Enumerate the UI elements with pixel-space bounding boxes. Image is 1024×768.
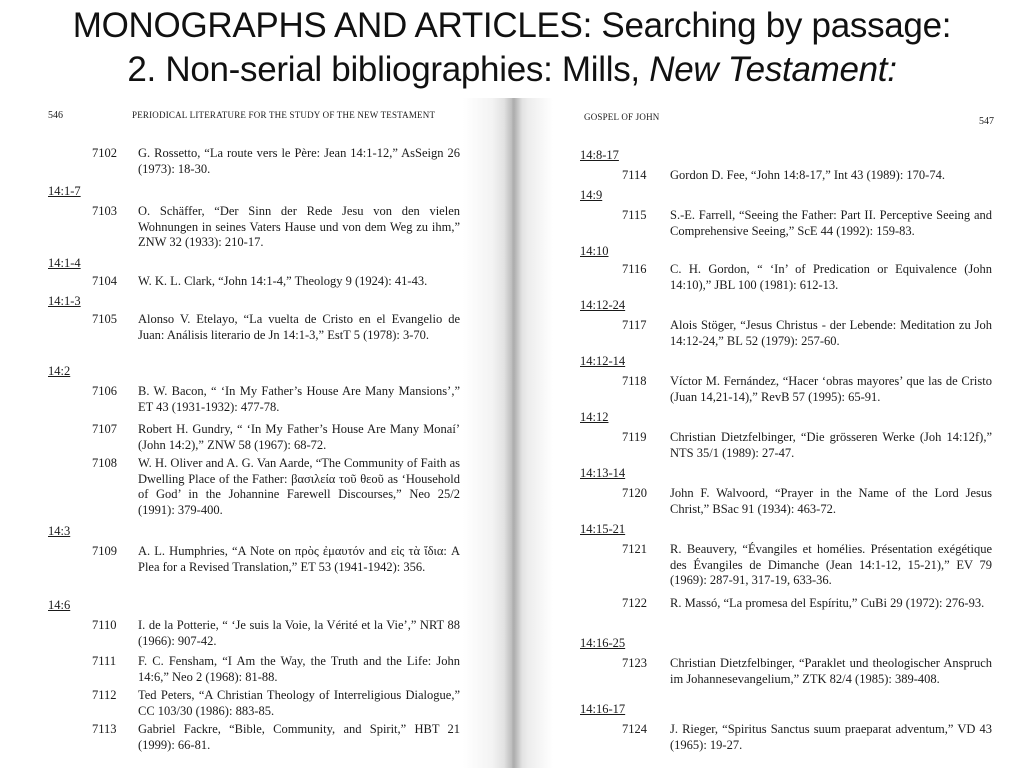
book-gutter-shadow: [504, 98, 522, 768]
slide-title-line-1: MONOGRAPHS AND ARTICLES: Searching by passage:: [72, 6, 952, 45]
right-running-head: GOSPEL OF JOHN: [584, 112, 660, 122]
passage-heading: 14:1-4: [48, 256, 81, 270]
scanned-book-spread: [0, 98, 1024, 768]
passage-heading: 14:13-14: [580, 466, 626, 480]
entry-citation: W. H. Oliver and A. G. Van Aarde, “The Community of Faith as Dwelling Place of the Father: βασιλεία τοῦ θεοῦ as ‘Household of God’ in the Johannine Farewell Discourses,” Neo 25/2 (1991): 379-400.: [138, 456, 460, 517]
passage-heading: 14:12-24: [580, 298, 626, 312]
entry-number: 7106: [92, 384, 117, 398]
passage-heading: 14:9: [580, 188, 603, 202]
entry-citation: I. de la Potterie, “ ‘Je suis la Voie, la Vérité et la Vie’,” NRT 88 (1966): 907-42.: [138, 618, 460, 648]
entry-citation: B. W. Bacon, “ ‘In My Father’s House Are Many Mansions’,” ET 43 (1931-1932): 477-78.: [138, 384, 460, 414]
entry-citation: Robert H. Gundry, “ ‘In My Father’s House Are Many Monaí’ (John 14:2),” ZNW 58 (1967): 68-72.: [138, 422, 460, 452]
entry-number: 7112: [92, 688, 117, 702]
entry-citation: John F. Walvoord, “Prayer in the Name of the Lord Jesus Christ,” BSac 91 (1934): 463-72.: [670, 486, 992, 516]
passage-heading: 14:16-17: [580, 702, 626, 716]
entry-number: 7102: [92, 146, 117, 160]
entry-number: 7116: [622, 262, 647, 276]
entry-number: 7118: [622, 374, 647, 388]
entry-number: 7121: [622, 542, 647, 556]
entry-citation: Víctor M. Fernández, “Hacer ‘obras mayores’ que las de Cristo (Juan 14,21-14),” RevB 57 (1995): 65-91.: [670, 374, 992, 404]
entry-citation: Alonso V. Etelayo, “La vuelta de Cristo en el Evangelio de Juan: Análisis literario de Jn 14:1-3,” EstT 5 (1978): 3-70.: [138, 312, 460, 342]
entry-number: 7105: [92, 312, 117, 326]
entry-number: 7120: [622, 486, 647, 500]
entry-number: 7110: [92, 618, 117, 632]
passage-heading: 14:1-3: [48, 294, 81, 308]
entry-citation: F. C. Fensham, “I Am the Way, the Truth and the Life: John 14:6,” Neo 2 (1968): 81-88.: [138, 654, 460, 684]
entry-citation: Alois Stöger, “Jesus Christus - der Lebende: Meditation zu Joh 14:12-24,” BL 52 (1979): 257-60.: [670, 318, 992, 348]
slide-title-line-2-prefix: 2. Non-serial bibliographies: Mills,: [127, 50, 650, 89]
entry-citation: Christian Dietzfelbinger, “Die grösseren Werke (Joh 14:12f),” NTS 35/1 (1989): 27-47.: [670, 430, 992, 460]
entry-number: 7115: [622, 208, 647, 222]
passage-heading: 14:16-25: [580, 636, 626, 650]
entry-citation: R. Beauvery, “Évangiles et homélies. Présentation exégétique des Évangiles de Dimanche (Jean 14:1-12, 15-21),” EV 79 (1969): 287-91, 317-19, 633-36.: [670, 542, 992, 587]
slide-title-line-2: [0, 48, 1024, 92]
entry-citation: Gabriel Fackre, “Bible, Community, and Spirit,” HBT 21 (1999): 66-81.: [138, 722, 460, 752]
entry-number: 7103: [92, 204, 117, 218]
left-running-head: PERIODICAL LITERATURE FOR THE STUDY OF THE NEW TESTAMENT: [132, 110, 436, 120]
left-page: [20, 98, 512, 768]
passage-heading: 14:6: [48, 598, 71, 612]
entry-citation: W. K. L. Clark, “John 14:1-4,” Theology 9 (1924): 41-43.: [138, 274, 428, 288]
entry-citation: Gordon D. Fee, “John 14:8-17,” Int 43 (1989): 170-74.: [670, 168, 945, 182]
entry-number: 7108: [92, 456, 117, 470]
passage-heading: 14:1-7: [48, 184, 81, 198]
entry-citation: R. Massó, “La promesa del Espíritu,” CuBi 29 (1972): 276-93.: [670, 596, 985, 610]
right-page-number: 547: [979, 116, 994, 127]
entry-citation: C. H. Gordon, “ ‘In’ of Predication or Equivalence (John 14:10),” JBL 100 (1981): 612-13.: [670, 262, 992, 292]
entry-number: 7117: [622, 318, 647, 332]
entry-citation: O. Schäffer, “Der Sinn der Rede Jesu von den vielen Wohnungen in seines Vaters Hause und von dem Weg zu ihm,” ZNW 32 (1933): 210-17.: [138, 204, 460, 249]
passage-heading: 14:12-14: [580, 354, 626, 368]
entry-number: 7111: [92, 654, 117, 668]
entry-number: 7119: [622, 430, 647, 444]
entry-citation: A. L. Humphries, “A Note on πρὸς ἐμαυτόν and εἰς τὰ ἴδια: A Plea for a Revised Translation,” ET 53 (1941-1942): 356.: [138, 544, 460, 574]
entry-number: 7124: [622, 722, 647, 736]
entry-citation: Christian Dietzfelbinger, “Paraklet und theologischer Anspruch im Johannesevangelium,” ZTK 82/4 (1985): 389-408.: [670, 656, 992, 686]
passage-heading: 14:3: [48, 524, 71, 538]
entry-number: 7107: [92, 422, 117, 436]
entry-number: 7122: [622, 596, 647, 610]
slide-title: [0, 4, 1024, 92]
passage-heading: 14:15-21: [580, 522, 626, 536]
entry-citation: J. Rieger, “Spiritus Sanctus suum praeparat adventum,” VD 43 (1965): 19-27.: [670, 722, 992, 752]
entry-citation: S.-E. Farrell, “Seeing the Father: Part II. Perceptive Seeing and Comprehensive Seeing,” ScE 44 (1992): 159-83.: [670, 208, 992, 238]
entry-number: 7109: [92, 544, 117, 558]
passage-heading: 14:2: [48, 364, 71, 378]
right-page: [512, 98, 1024, 768]
entry-number: 7113: [92, 722, 117, 736]
entry-number: 7123: [622, 656, 647, 670]
left-page-number: 546: [48, 110, 63, 121]
entry-citation: G. Rossetto, “La route vers le Père: Jean 14:1-12,” AsSeign 26 (1973): 18-30.: [138, 146, 460, 176]
entry-citation: Ted Peters, “A Christian Theology of Interreligious Dialogue,” CC 103/30 (1986): 883-85.: [138, 688, 460, 718]
passage-heading: 14:8-17: [580, 148, 619, 162]
passage-heading: 14:12: [580, 410, 609, 424]
entry-number: 7104: [92, 274, 117, 288]
passage-heading: 14:10: [580, 244, 609, 258]
slide-title-line-2-book: New Testament:: [649, 50, 897, 89]
entry-number: 7114: [622, 168, 647, 182]
